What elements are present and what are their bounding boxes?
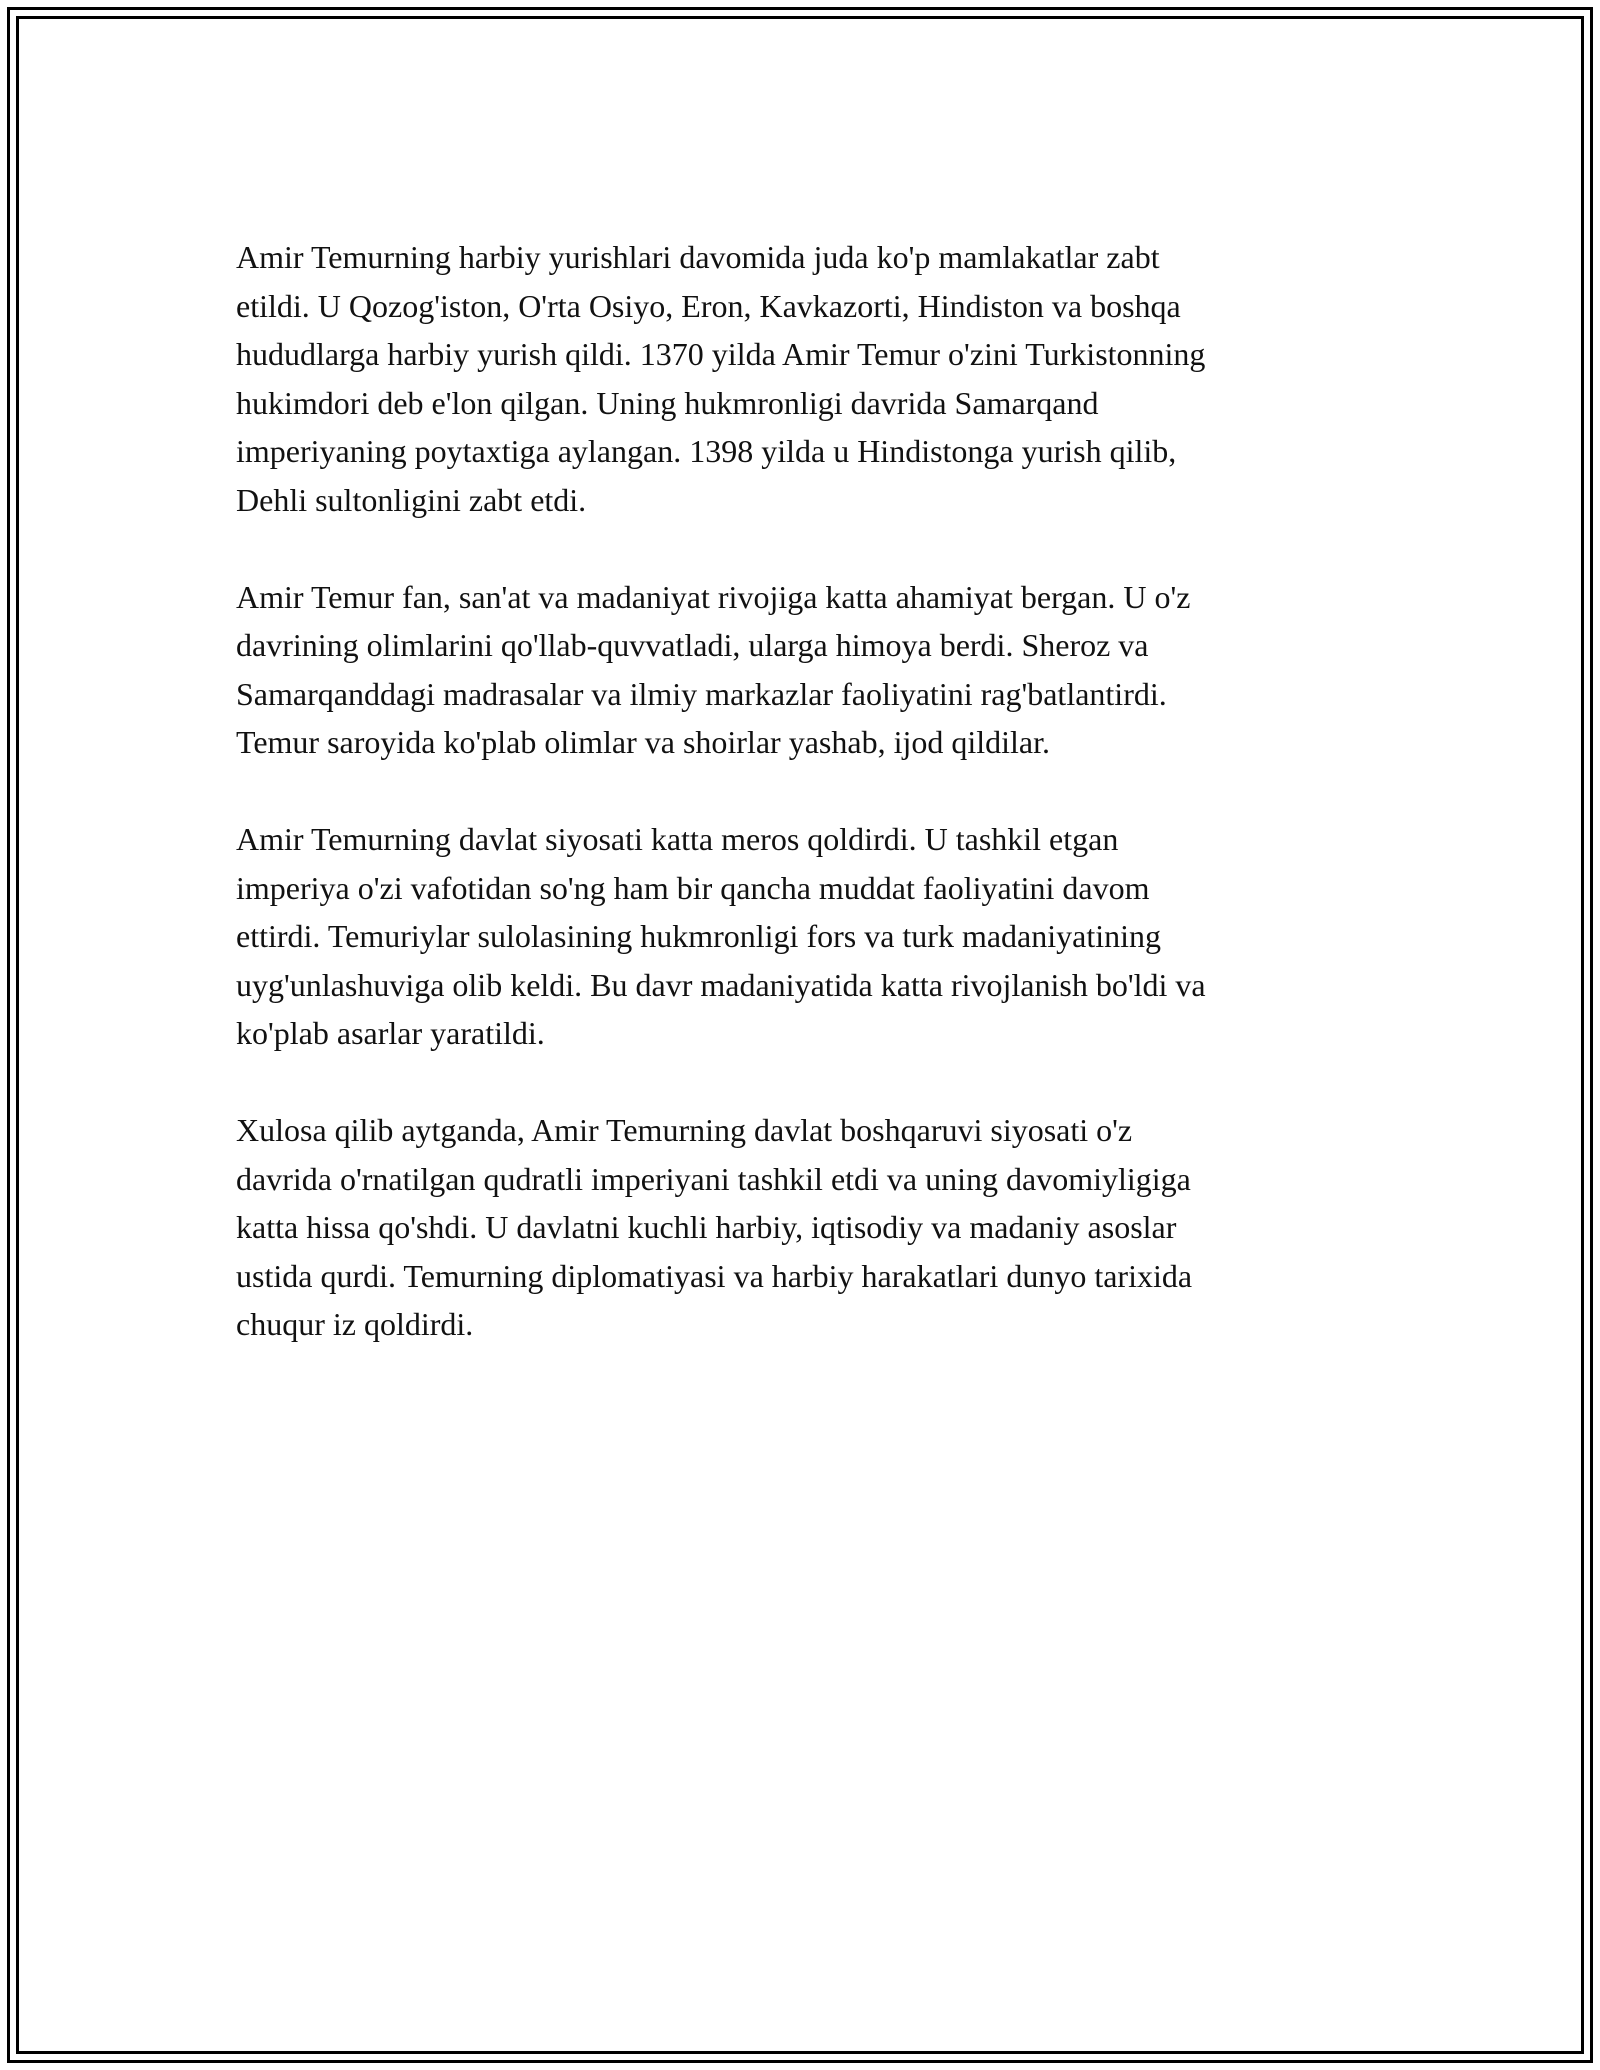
paragraph-line: uyg'unlashuviga olib keldi. Bu davr madaniyatida katta rivojlanish bo'ldi va (236, 966, 1206, 1003)
paragraph-line: ko'plab asarlar yaratildi. (236, 1015, 545, 1051)
paragraph-4 (236, 1106, 1376, 1349)
paragraph-line: davrining olimlarini qo'llab-quvvatladi, ularga himoya berdi. Sheroz va (236, 627, 1149, 663)
paragraph-line: chuqur iz qoldirdi. (236, 1306, 474, 1342)
paragraph-line: Dehli sultonligini zabt etdi. (236, 481, 587, 518)
paragraph-3 (236, 815, 1376, 1058)
paragraph-line: Amir Temur fan, san'at va madaniyat rivojiga katta ahamiyat bergan. U o'z (236, 578, 1191, 615)
paragraph-line: hukimdori deb e'lon qilgan. Uning hukmronligi davrida Samarqand (236, 384, 1099, 421)
paragraph-line: davrida o'rnatilgan qudratli imperiyani tashkil etdi va uning davomiyligiga (236, 1160, 1191, 1197)
paragraph-1 (236, 233, 1376, 524)
paragraph-line: Xulosa qilib aytganda, Amir Temurning davlat boshqaruvi siyosati o'z (236, 1112, 1133, 1148)
paragraph-line: imperiyaning poytaxtiga aylangan. 1398 yilda u Hindistonga yurish qilib, (236, 433, 1177, 469)
paragraph-line: Samarqanddagi madrasalar va ilmiy markazlar faoliyatini rag'batlantirdi. (236, 675, 1167, 712)
paragraph-2 (236, 573, 1376, 767)
paragraph-line: etildi. U Qozog'iston, O'rta Osiyo, Eron, Kavkazorti, Hindiston va boshqa (236, 287, 1181, 324)
paragraph-line: Amir Temurning davlat siyosati katta meros qoldirdi. U tashkil etgan (236, 821, 1119, 857)
paragraph-line: ettirdi. Temuriylar sulolasining hukmronligi fors va turk madaniyatining (236, 918, 1162, 954)
paragraph-line: Temur saroyida ko'plab olimlar va shoirlar yashab, ijod qildilar. (236, 724, 1050, 760)
document-body (236, 233, 1376, 1397)
paragraph-line: hududlarga harbiy yurish qildi. 1370 yilda Amir Temur o'zini Turkistonning (236, 336, 1206, 372)
paragraph-line: imperiya o'zi vafotidan so'ng ham bir qancha muddat faoliyatini davom (236, 869, 1150, 906)
paragraph-line: ustida qurdi. Temurning diplomatiyasi va harbiy harakatlari dunyo tarixida (236, 1257, 1193, 1294)
paragraph-line: katta hissa qo'shdi. U davlatni kuchli harbiy, iqtisodiy va madaniy asoslar (236, 1209, 1177, 1245)
paragraph-line: Amir Temurning harbiy yurishlari davomida juda ko'p mamlakatlar zabt (236, 239, 1160, 275)
